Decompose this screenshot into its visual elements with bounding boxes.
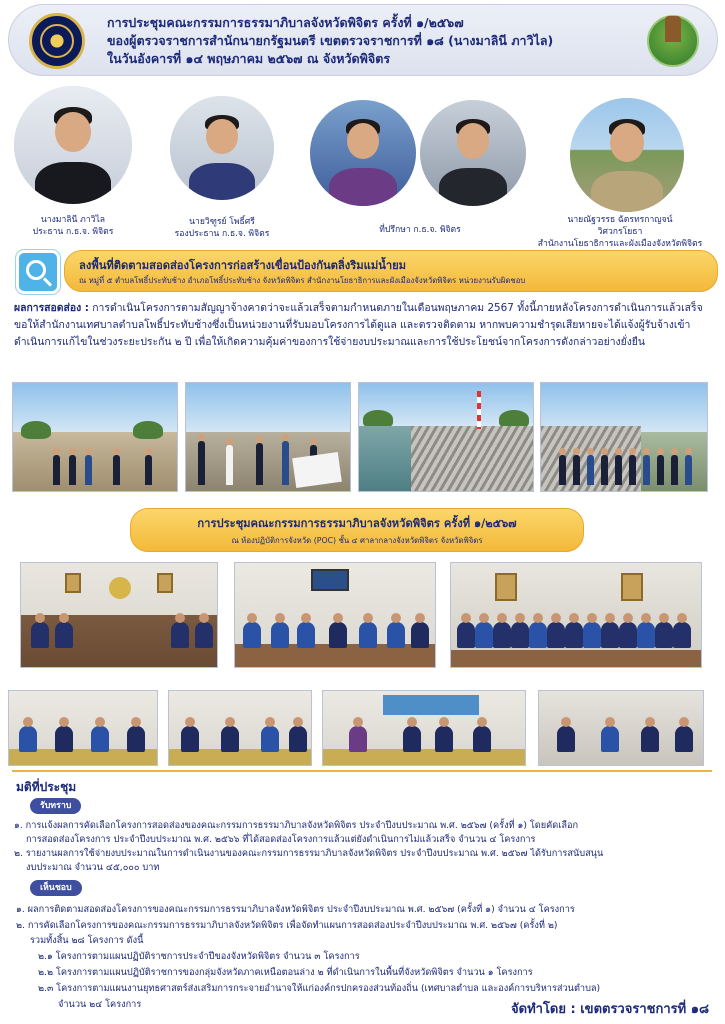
section-divider: [12, 770, 712, 772]
meeting-title: การประชุมคณะกรรมการธรรมาภิบาลจังหวัดพิจิตร ครั้งที่ ๑/๒๕๖๗: [197, 517, 517, 530]
site-photo-4: [540, 382, 708, 492]
site-photo-1: [12, 382, 178, 492]
acknowledge-tag: รับทราบ: [30, 798, 81, 814]
meeting-photo-3: [450, 562, 702, 668]
header-date: ในวันอังคารที่ ๑๔ พฤษภาคม ๒๕๖๗ ณ จังหวัดพิจิตร: [107, 51, 391, 66]
findings-text: การดำเนินโครงการตามสัญญาจ้างคาดว่าจะแล้วเสร็จตามกำหนดภายในเดือนพฤษภาคม 2567 ทั้งนี้ภายหลังโครงการดำเนินการแล้วเสร็จขอให้สำนักงานเทศบาลตำบลโพธิ์ประทับช้างซึ่งเป็นหน่วยงานที่รับมอบโครงการได้ดูแล และตรวจติดตาม หากพบความชำรุดเสียหายจะได้แจ้งผู้รับจ้างเข้าดำเนินการแก้ไขในช่วงระยะประกัน ๒ ปี เพื่อให้เกิดความคุ้มค่าของการใช้จ่ายงบประมาณและการใช้ประโยชน์จากโครงการดังกล่าวอย่างยั่งยืน: [14, 302, 703, 348]
header-title: การประชุมคณะกรรมการธรรมาภิบาลจังหวัดพิจิตร ครั้งที่ ๑/๒๕๖๗: [107, 15, 464, 30]
meeting-photo-6: [322, 690, 526, 766]
approve-item-2-1: ๒.๑ โครงการตามแผนปฏิบัติราชการประจำปีของจังหวัดพิจิตร จำนวน ๓ โครงการ: [38, 951, 360, 962]
portrait-vice-chair: [170, 96, 274, 200]
approve-item-2: ๒. การคัดเลือกโครงการของคณะกรรมการธรรมาภิบาลจังหวัดพิจิตร เพื่อจัดทำแผนการสอดส่องประจำปีงบประมาณ พ.ศ. ๒๕๖๗ (ครั้งที่ ๒): [16, 920, 558, 931]
findings-label: ผลการสอดส่อง :: [14, 302, 89, 314]
magnifier-icon: [16, 250, 60, 294]
meeting-banner: [130, 508, 584, 552]
province-logo: [647, 15, 699, 67]
meeting-photo-1: [20, 562, 218, 668]
header-banner: [8, 4, 718, 76]
approve-tag: เห็นชอบ: [30, 880, 82, 896]
meeting-photo-7: [538, 690, 704, 766]
meeting-photo-5: [168, 690, 312, 766]
portrait-engineer: [570, 98, 684, 212]
field-visit-banner: [64, 250, 718, 292]
approve-item-1: ๑. ผลการติดตามสอดส่องโครงการของคณะกรรมการธรรมาภิบาลจังหวัดพิจิตร ประจำปีงบประมาณ พ.ศ. ๒๕๖๗ (ครั้งที่ ๑) จำนวน ๔ โครงการ: [16, 904, 575, 915]
field-visit-location: ณ หมู่ที่ ๕ ตำบลโพธิ์ประทับช้าง อำเภอโพธิ์ประทับช้าง จังหวัดพิจิตร สำนักงานโยธาธิการและผังเมืองจังหวัดพิจิตร หน่วยงานรับผิดชอบ: [79, 276, 526, 285]
findings-paragraph: [14, 300, 714, 351]
portrait-chair: [14, 86, 132, 204]
portrait-advisor-1: [310, 100, 416, 206]
portrait-engineer-caption: นายณัฐวรรธ ฉัตรทรกาญจน์ วิศวกรโยธา สำนักงานโยธาธิการและผังเมืองจังหวัดพิจิตร: [537, 215, 703, 249]
portrait-vice-chair-caption: นายวิฑูรย์ โพธิ์ศรี รองประธาน ก.ธ.จ. พิจิตร: [174, 217, 270, 239]
footer-credit: จัดทำโดย : เขตตรวจราชการที่ ๑๘: [511, 1002, 709, 1017]
meeting-photo-2: [234, 562, 436, 668]
ack-item-1: ๑. การแจ้งผลการคัดเลือกโครงการสอดส่องของคณะกรรมการธรรมาภิบาลจังหวัดพิจิตร ประจำปีงบประมาณ พ.ศ. ๒๕๖๗ (ครั้งที่ ๑) โดยคัดเลือก: [14, 820, 579, 831]
meeting-photo-4: [8, 690, 158, 766]
approve-item-2-3: ๒.๓ โครงการตามแผนงานยุทธศาสตร์ส่งเสริมการกระจายอำนาจให้แก่องค์กรปกครองส่วนท้องถิ่น (เทศบาลตำบล และองค์การบริหารส่วนตำบล): [38, 983, 601, 994]
meeting-location: ณ ห้องปฏิบัติการจังหวัด (POC) ชั้น ๔ ศาลากลางจังหวัดพิจิตร จังหวัดพิจิตร: [231, 536, 483, 545]
portrait-chair-caption: นางมาลินี ภาวิไล ประธาน ก.ธ.จ. พิจิตร: [32, 215, 114, 237]
site-photo-2: [185, 382, 351, 492]
resolutions-heading: มติที่ประชุม: [16, 780, 77, 794]
ack-item-1-cont: การสอดส่องโครงการ ประจำปีงบประมาณ พ.ศ. ๒๕๖๖ ที่ได้สอดส่องโครงการแล้วแต่ยังดำเนินการไม่แล้วเสร็จ จำนวน ๔ โครงการ: [26, 834, 536, 845]
site-photo-3: [358, 382, 534, 492]
portrait-advisor-2: [420, 100, 526, 206]
approve-item-2-2: ๒.๒ โครงการตามแผนปฏิบัติราชการของกลุ่มจังหวัดภาคเหนือตอนล่าง ๒ ที่ดำเนินการในพื้นที่จังหวัดพิจิตร จำนวน ๑ โครงการ: [38, 967, 533, 978]
approve-item-2-total: รวมทั้งสิ้น ๒๘ โครงการ ดังนี้: [30, 935, 144, 946]
portrait-advisor-caption: ที่ปรึกษา ก.ธ.จ. พิจิตร: [379, 225, 461, 235]
approve-item-2-3-cont: จำนวน ๒๔ โครงการ: [58, 999, 142, 1010]
ack-item-2-cont: งบประมาณ จำนวน ๔๕,๐๐๐ บาท: [26, 862, 160, 873]
header-subtitle: ของผู้ตรวจราชการสำนักนายกรัฐมนตรี เขตตรวจราชการที่ ๑๘ (นางมาลินี ภาวิไล): [107, 33, 554, 48]
ack-item-2: ๒. รายงานผลการใช้จ่ายงบประมาณในการดำเนินงานของคณะกรรมการธรรมาภิบาลจังหวัดพิจิตร ประจำปีงบประมาณ พ.ศ. ๒๕๖๗ ได้รับการสนับสนุน: [14, 848, 604, 859]
field-visit-title: ลงพื้นที่ติดตามสอดส่องโครงการก่อสร้างเขื่อนป้องกันตลิ่งริมแม่น้ำยม: [79, 259, 407, 272]
office-seal-logo: [29, 13, 85, 69]
